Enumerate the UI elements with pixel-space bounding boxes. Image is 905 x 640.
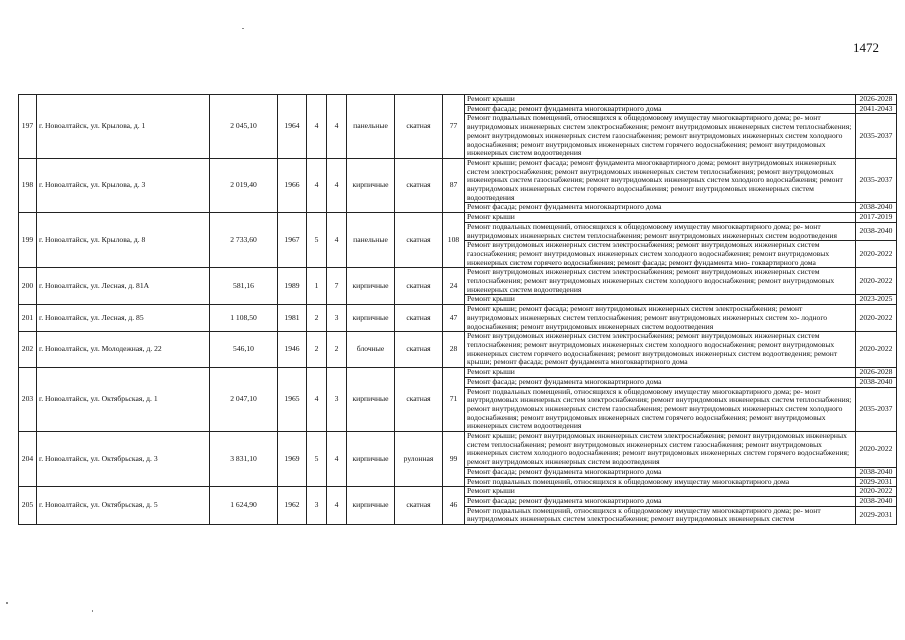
work-description-cell: Ремонт подвальных помещений, относящихся к общедомовому имуществу многоквартирного дома; ре- монт внутридомовых инженерных систем электроснабжения; ремонт внутридомовых инженерных систем: [465, 506, 856, 524]
entrances-cell: 4: [327, 213, 347, 268]
apartments-cell: 46: [443, 487, 465, 525]
area-cell: 2 733,60: [210, 213, 278, 268]
area-cell: 581,16: [210, 268, 278, 305]
address-cell: г. Новоалтайск, ул. Октябрьская, д. 5: [37, 487, 210, 525]
work-description-cell: Ремонт крыши; ремонт внутридомовых инженерных систем электроснабжения; ремонт внутридомовых инженерных систем теплоснабжения; ремонт внутридомовых инженерных систем газоснабжения; ремонт внутридомовых инженерных систем холодного водоснабжения; ремонт внутридомовых инженерных систем горячего водоснабжения; ремонт внутридомовых инженерных систем водоотведения: [465, 432, 856, 468]
area-cell: 546,10: [210, 332, 278, 368]
work-description-cell: Ремонт фасада; ремонт фундамента многоквартирного дома: [465, 104, 856, 114]
address-cell: г. Новоалтайск, ул. Крылова, д. 8: [37, 213, 210, 268]
scan-speck: [242, 28, 244, 29]
work-description-cell: Ремонт крыши: [465, 295, 856, 305]
entrances-cell: 4: [327, 95, 347, 159]
work-description-cell: Ремонт подвальных помещений, относящихся к общедомовому имуществу многоквартирного дома; ре- монт внутридомовых инженерных систем электроснабжения; ремонт внутридомовых инженерных систем теплоснабжения; ремонт внутридомовых инженерных систем газоснабжения; ремонт внутридомовых инженерных систем холодного водоснабжения; ремонт внутридомовых инженерных систем горячего водоснабжения; ремонт внутридомовых инженерных систем водоотведения: [465, 114, 856, 159]
address-cell: г. Новоалтайск, ул. Крылова, д. 1: [37, 95, 210, 159]
row-number: 205: [19, 487, 37, 525]
apartments-cell: 108: [443, 213, 465, 268]
entrances-cell: 4: [327, 158, 347, 212]
area-cell: 2 045,10: [210, 95, 278, 159]
address-cell: г. Новоалтайск, ул. Октябрьская, д. 3: [37, 432, 210, 487]
work-period-cell: 2020-2022: [856, 432, 897, 468]
wall-material-cell: кирпичные: [347, 305, 395, 332]
work-period-cell: 2038-2040: [856, 203, 897, 213]
floors-cell: 4: [307, 95, 327, 159]
year-built-cell: 1965: [278, 368, 307, 432]
table-row: [19, 432, 897, 468]
work-description-cell: Ремонт крыши: [465, 213, 856, 223]
work-description-cell: Ремонт крыши: [465, 95, 856, 105]
apartments-cell: 24: [443, 268, 465, 305]
table-row: [19, 268, 897, 295]
work-period-cell: 2035-2037: [856, 158, 897, 203]
year-built-cell: 1946: [278, 332, 307, 368]
address-cell: г. Новоалтайск, ул. Лесная, д. 81А: [37, 268, 210, 305]
address-cell: г. Новоалтайск, ул. Крылова, д. 3: [37, 158, 210, 212]
work-period-cell: 2026-2028: [856, 368, 897, 378]
work-period-cell: 2029-2031: [856, 506, 897, 524]
year-built-cell: 1966: [278, 158, 307, 212]
year-built-cell: 1981: [278, 305, 307, 332]
apartments-cell: 99: [443, 432, 465, 487]
wall-material-cell: кирпичные: [347, 432, 395, 487]
work-period-cell: 2038-2040: [856, 222, 897, 240]
scan-speck: [6, 602, 8, 604]
roof-type-cell: скатная: [395, 158, 443, 212]
floors-cell: 4: [307, 368, 327, 432]
floors-cell: 5: [307, 213, 327, 268]
row-number: 199: [19, 213, 37, 268]
work-period-cell: 2020-2022: [856, 241, 897, 268]
work-period-cell: 2035-2037: [856, 114, 897, 159]
row-number: 197: [19, 95, 37, 159]
scan-speck: [92, 610, 93, 612]
work-description-cell: Ремонт крыши: [465, 368, 856, 378]
work-period-cell: 2029-2031: [856, 477, 897, 487]
entrances-cell: 4: [327, 487, 347, 525]
wall-material-cell: блочные: [347, 332, 395, 368]
page-number: 1472: [853, 40, 879, 55]
table-row: [19, 487, 897, 497]
area-cell: 2 019,40: [210, 158, 278, 212]
entrances-cell: 3: [327, 305, 347, 332]
floors-cell: 1: [307, 268, 327, 305]
table-row: [19, 213, 897, 223]
work-period-cell: 2038-2040: [856, 496, 897, 506]
address-cell: г. Новоалтайск, ул. Лесная, д. 85: [37, 305, 210, 332]
roof-type-cell: скатная: [395, 95, 443, 159]
work-description-cell: Ремонт внутридомовых инженерных систем электроснабжения; ремонт внутридомовых инженерных систем теплоснабжения; ремонт внутридомовых инженерных систем холодного водоснабжения; ремонт внутридомовых инженерных систем водоотведения: [465, 268, 856, 295]
housing-register: [18, 94, 893, 525]
year-built-cell: 1964: [278, 95, 307, 159]
apartments-cell: 77: [443, 95, 465, 159]
work-period-cell: 2017-2019: [856, 213, 897, 223]
work-period-cell: 2041-2043: [856, 104, 897, 114]
wall-material-cell: кирпичные: [347, 487, 395, 525]
address-cell: г. Новоалтайск, ул. Молодежная, д. 22: [37, 332, 210, 368]
address-cell: г. Новоалтайск, ул. Октябрьская, д. 1: [37, 368, 210, 432]
roof-type-cell: скатная: [395, 268, 443, 305]
work-period-cell: 2020-2022: [856, 332, 897, 368]
table-row: [19, 368, 897, 378]
work-period-cell: 2020-2022: [856, 487, 897, 497]
work-period-cell: 2020-2022: [856, 268, 897, 295]
area-cell: 1 108,50: [210, 305, 278, 332]
table-row: [19, 332, 897, 368]
floors-cell: 2: [307, 332, 327, 368]
table-row: [19, 95, 897, 105]
entrances-cell: 2: [327, 332, 347, 368]
roof-type-cell: скатная: [395, 305, 443, 332]
year-built-cell: 1962: [278, 487, 307, 525]
area-cell: 2 047,10: [210, 368, 278, 432]
work-description-cell: Ремонт внутридомовых инженерных систем электроснабжения; ремонт внутридомовых инженерных систем газоснабжения; ремонт внутридомовых инженерных систем холодного водоснабжения; ремонт внутридомовых инженерных систем горячего водоснабжения; ремонт фасада; ремонт фундамента мно- гоквартирного дома: [465, 241, 856, 268]
work-period-cell: 2038-2040: [856, 377, 897, 387]
area-cell: 3 831,10: [210, 432, 278, 487]
work-description-cell: Ремонт фасада; ремонт фундамента многоквартирного дома: [465, 467, 856, 477]
floors-cell: 3: [307, 487, 327, 525]
floors-cell: 4: [307, 158, 327, 212]
row-number: 201: [19, 305, 37, 332]
roof-type-cell: скатная: [395, 368, 443, 432]
table-row: [19, 305, 897, 332]
wall-material-cell: кирпичные: [347, 368, 395, 432]
work-description-cell: Ремонт фасада; ремонт фундамента многоквартирного дома: [465, 377, 856, 387]
work-description-cell: Ремонт подвальных помещений, относящихся к общедомовому имуществу многоквартирного дома; ре- монт внутридомовых инженерных систем электроснабжения; ремонт внутридомовых инженерных систем теплоснабжения; ремонт внутридомовых инженерных систем газоснабжения; ремонт внутридомовых инженерных систем холодного водоснабжения; ремонт внутридомовых инженерных систем горячего водоснабжения; ремонт внутридомовых инженерных систем водоотведения: [465, 387, 856, 432]
floors-cell: 2: [307, 305, 327, 332]
work-period-cell: 2020-2022: [856, 305, 897, 332]
wall-material-cell: панельные: [347, 213, 395, 268]
row-number: 200: [19, 268, 37, 305]
apartments-cell: 28: [443, 332, 465, 368]
work-description-cell: Ремонт подвальных помещений, относящихся к общедомовому имуществу многоквартирного дома: [465, 477, 856, 487]
wall-material-cell: кирпичные: [347, 268, 395, 305]
housing-table: [18, 94, 897, 525]
entrances-cell: 7: [327, 268, 347, 305]
year-built-cell: 1967: [278, 213, 307, 268]
year-built-cell: 1989: [278, 268, 307, 305]
roof-type-cell: скатная: [395, 332, 443, 368]
apartments-cell: 47: [443, 305, 465, 332]
apartments-cell: 71: [443, 368, 465, 432]
wall-material-cell: панельные: [347, 95, 395, 159]
roof-type-cell: рулонная: [395, 432, 443, 487]
wall-material-cell: кирпичные: [347, 158, 395, 212]
year-built-cell: 1969: [278, 432, 307, 487]
floors-cell: 5: [307, 432, 327, 487]
work-period-cell: 2035-2037: [856, 387, 897, 432]
row-number: 203: [19, 368, 37, 432]
row-number: 202: [19, 332, 37, 368]
work-description-cell: Ремонт крыши; ремонт фасада; ремонт фундамента многоквартирного дома; ремонт внутридомовых инженерных систем электроснабжения; ремонт внутридомовых инженерных систем теплоснабжения; ремонт внутридомовых инженерных систем газоснабжения; ремонт внутридомовых инженерных систем холодного водоснабжения; ремонт внутридомовых инженерных систем горячего водоснабжения; ремонт внутридомовых инженерных систем водоотведения: [465, 158, 856, 203]
apartments-cell: 87: [443, 158, 465, 212]
work-description-cell: Ремонт крыши; ремонт фасада; ремонт внутридомовых инженерных систем электроснабжения; ремонт внутридомовых инженерных систем теплоснабжения; ремонт внутридомовых инженерных систем хо- лодного водоснабжения; ремонт внутридомовых инженерных систем водоотведения: [465, 305, 856, 332]
work-description-cell: Ремонт подвальных помещений, относящихся к общедомовому имуществу многоквартирного дома; ре- монт внутридомовых инженерных систем теплоснабжения; ремонт внутридомовых инженерных систем водоотведения: [465, 222, 856, 240]
entrances-cell: 4: [327, 432, 347, 487]
work-period-cell: 2023-2025: [856, 295, 897, 305]
entrances-cell: 3: [327, 368, 347, 432]
work-description-cell: Ремонт фасада; ремонт фундамента многоквартирного дома: [465, 496, 856, 506]
work-period-cell: 2038-2040: [856, 467, 897, 477]
work-period-cell: 2026-2028: [856, 95, 897, 105]
row-number: 204: [19, 432, 37, 487]
work-description-cell: Ремонт крыши: [465, 487, 856, 497]
work-description-cell: Ремонт фасада; ремонт фундамента многоквартирного дома: [465, 203, 856, 213]
roof-type-cell: скатная: [395, 487, 443, 525]
table-row: [19, 158, 897, 203]
row-number: 198: [19, 158, 37, 212]
roof-type-cell: скатная: [395, 213, 443, 268]
area-cell: 1 624,90: [210, 487, 278, 525]
work-description-cell: Ремонт внутридомовых инженерных систем электроснабжения; ремонт внутридомовых инженерных систем теплоснабжения; ремонт внутридомовых инженерных систем холодного водоснабжения; ремонт внутридомовых инженерных систем горячего водоснабжения; ремонт внутридомовых инженерных систем водоотведения; ремонт крыши; ремонт фасада; ремонт фундамента многоквартирного дома: [465, 332, 856, 368]
